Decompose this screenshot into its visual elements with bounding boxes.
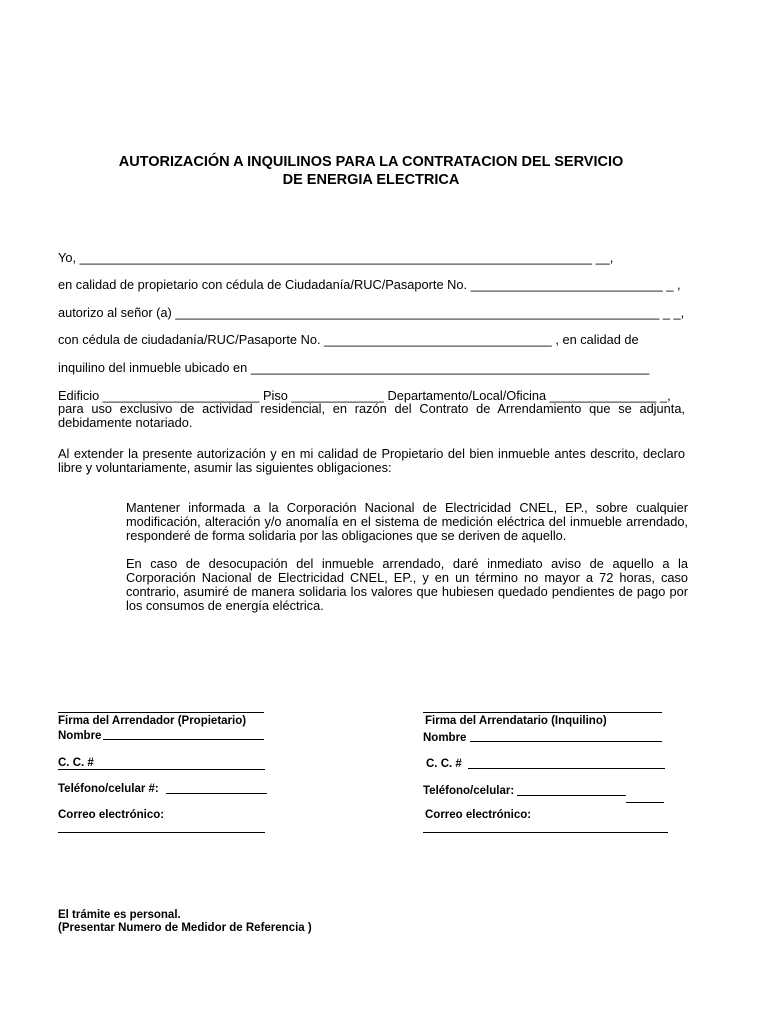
cc-arrendador-label: C. C. # [58,757,94,769]
field-yo[interactable]: Yo, ________________________________________________________________________ __, [58,250,614,265]
firma-arrendatario-label: Firma del Arrendatario (Inquilino) [425,715,607,727]
obligaciones-paragraph: Al extender la presente autorización y en mi calidad de Propietario del bien inmueble antes descrito, declaro libre y voluntariamente, asumir las siguientes obligaciones: [58,446,685,475]
nombre-arrendatario-field[interactable] [470,741,662,742]
field-cedula-inquilino[interactable]: con cédula de ciudadanía/RUC/Pasaporte No. ________________________________ , en calidad de [58,332,639,347]
correo-arrendatario-label: Correo electrónico: [425,809,532,821]
telefono-arrendatario-field-extension[interactable] [626,802,664,803]
firma-arrendatario-line[interactable] [423,712,662,713]
field-edificio[interactable]: Edificio ______________________ Piso _____________ Departamento/Local/Oficina _______________ _, [58,388,671,403]
telefono-arrendador-field[interactable] [166,793,267,794]
telefono-arrendatario-label: Teléfono/celular: [423,785,515,797]
nombre-arrendatario-label: Nombre [423,732,467,744]
field-calidad-propietario[interactable]: en calidad de propietario con cédula de Ciudadanía/RUC/Pasaporte No. ___________________________ _ , [58,277,681,292]
telefono-arrendador-label: Teléfono/celular #: [58,783,159,795]
title-line-2: DE ENERGIA ELECTRICA [282,172,460,188]
firma-arrendador-line[interactable] [58,712,264,713]
bullet-item-desocupacion: En caso de desocupación del inmueble arrendado, daré inmediato aviso de aquello a la Corporación Nacional de Electricidad CNEL, EP., y en un término no mayor a 72 horas, caso contrario, asumiré de manera solidaria los valores que hubiesen quedado pendientes de pago por los consumos de energía eléctrica. [126,556,688,613]
document-title [58,153,684,189]
telefono-arrendatario-field[interactable] [517,795,626,796]
title-line-1: AUTORIZACIÓN A INQUILINOS PARA LA CONTRATACION DEL SERVICIO [118,154,624,170]
correo-arrendador-field[interactable] [58,832,265,833]
cc-arrendador-field[interactable] [58,769,265,770]
correo-arrendatario-field[interactable] [423,832,668,833]
nombre-arrendador-label: Nombre [58,730,102,742]
firma-arrendador-label: Firma del Arrendador (Propietario) [58,715,247,727]
field-inmueble-ubicacion[interactable]: inquilino del inmueble ubicado en ________________________________________________________ [58,360,650,375]
cc-arrendatario-field[interactable] [468,768,665,769]
medidor-note: (Presentar Numero de Medidor de Referencia ) [58,922,312,934]
tramite-note: El trámite es personal. [58,909,181,921]
nombre-arrendador-field[interactable] [103,739,264,740]
bullet-item-informar: Mantener informada a la Corporación Nacional de Electricidad CNEL, EP., sobre cualquier modificación, alteración y/o anomalía en el sistema de medición eléctrica del inmueble arrendado, responderé de forma solidaria por las obligaciones que se deriven de aquello. [126,500,688,543]
cc-arrendatario-label: C. C. # [426,758,462,770]
correo-arrendador-label: Correo electrónico: [58,809,165,821]
uso-exclusivo-text: para uso exclusivo de actividad residencial, en razón del Contrato de Arrendamiento que se adjunta, debidamente notariado. [58,401,685,430]
field-autorizo[interactable]: autorizo al señor (a) ____________________________________________________________________ _ _, [58,305,685,320]
